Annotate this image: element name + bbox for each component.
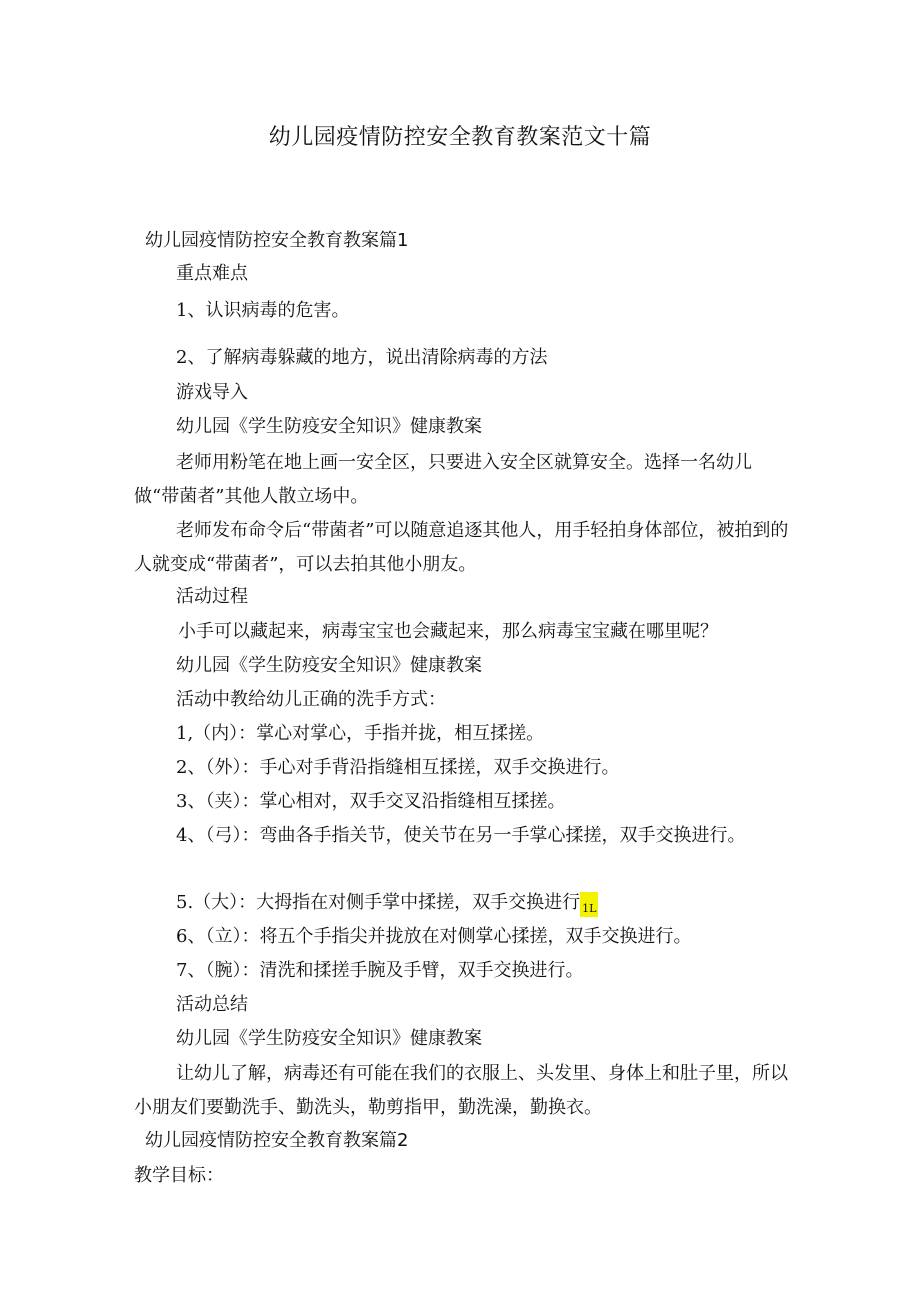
key-point-1: 1、认识病毒的危害。 <box>176 300 350 321</box>
game-paragraph-2: 老师发布命令后“带菌者”可以随意追逐其他人，用手轻拍身体部位，被拍到的人就变成“带菌者”，可以去拍其他小朋友。 <box>134 520 789 575</box>
activity-question: 小手可以藏起来，病毒宝宝也会藏起来，那么病毒宝宝藏在哪里呢？ <box>178 621 718 642</box>
plan-reference-1: 幼儿园《学生防疫安全知识》健康教案 <box>176 416 482 437</box>
section-heading-2: 幼儿园疫情防控安全教育教案篇2 <box>145 1130 409 1151</box>
handwash-intro: 活动中教给幼儿正确的洗手方式： <box>176 689 446 710</box>
handwash-step-1: 1,（内）：掌心对掌心，手指并拢，相互揉搓。 <box>176 723 545 744</box>
section-heading-1: 幼儿园疫情防控安全教育教案篇1 <box>145 230 409 251</box>
handwash-step-2: 2、（外）：手心对手背沿指缝相互揉搓，双手交换进行。 <box>176 757 620 778</box>
activity-process-label: 活动过程 <box>176 586 248 607</box>
plan-reference-3: 幼儿园《学生防疫安全知识》健康教案 <box>176 1028 482 1049</box>
handwash-step-4: 4、（弓）：弯曲各手指关节，使关节在另一手掌心揉搓，双手交换进行。 <box>176 825 746 846</box>
game-intro-label: 游戏导入 <box>176 382 248 403</box>
key-points-label: 重点难点 <box>176 263 248 284</box>
document-title: 幼儿园疫情防控安全教育教案范文十篇 <box>268 125 652 150</box>
game-paragraph-1: 老师用粉笔在地上画一安全区，只要进入安全区就算安全。选择一名幼儿做“带菌者”其他人散立场中。 <box>134 452 752 507</box>
teaching-goal-label: 教学目标： <box>134 1165 224 1186</box>
handwash-step-7: 7、（腕）：清洗和揉搓手腕及手臂，双手交换进行。 <box>176 960 584 981</box>
highlight-mark: 1L <box>580 892 598 917</box>
summary-paragraph: 让幼儿了解，病毒还有可能在我们的衣服上、头发里、身体上和肚子里，所以小朋友们要勤洗手、勤洗头，勒剪指甲，勤洗澡，勤换衣。 <box>134 1063 788 1118</box>
handwash-step-5-text: 5.（大）：大拇指在对侧手掌中揉搓，双手交换进行 <box>176 892 581 913</box>
summary-label: 活动总结 <box>176 994 248 1015</box>
handwash-step-5 <box>176 888 598 924</box>
key-point-2: 2、了解病毒躲藏的地方，说出清除病毒的方法 <box>176 347 548 368</box>
handwash-step-3: 3、（夹）：掌心相对，双手交叉沿指缝相互揉搓。 <box>176 791 566 812</box>
plan-reference-2: 幼儿园《学生防疫安全知识》健康教案 <box>176 655 482 676</box>
handwash-step-6: 6、（立）：将五个手指尖并拢放在对侧掌心揉搓，双手交换进行。 <box>176 926 692 947</box>
